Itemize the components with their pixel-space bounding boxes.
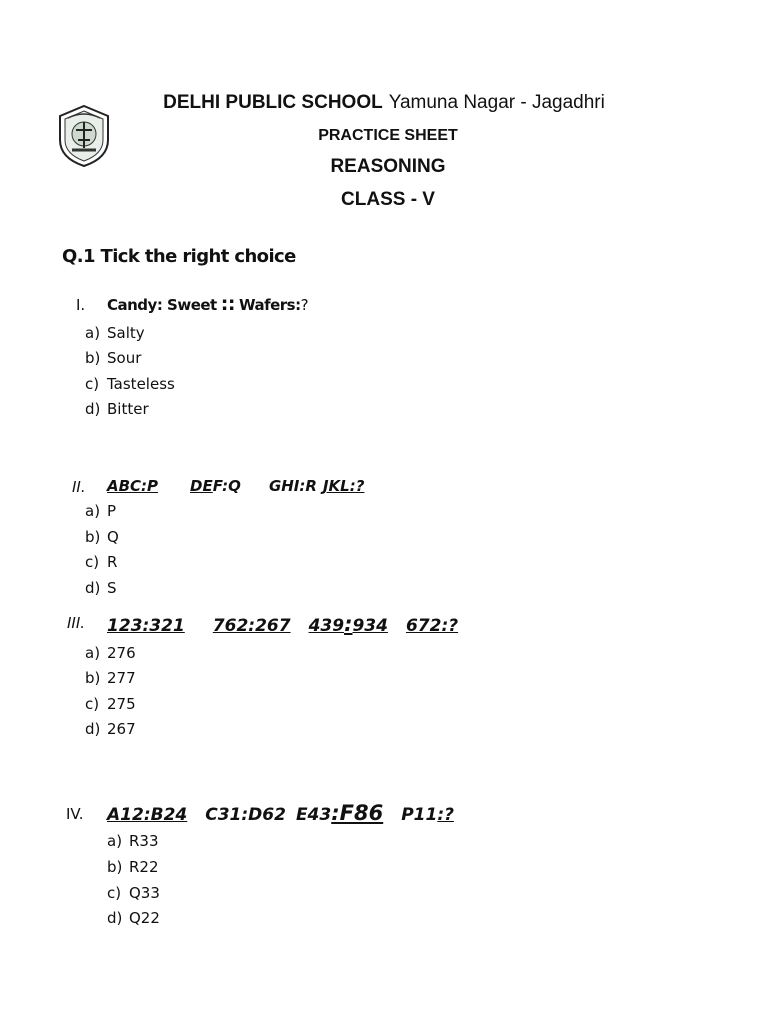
option[interactable] (85, 324, 145, 342)
question-number: III. (67, 614, 86, 632)
option-label: b) (85, 349, 101, 367)
option-label: b) (107, 858, 123, 876)
question-stem (107, 477, 364, 495)
stem-part: ABC:P (107, 477, 159, 495)
option-text: Q (107, 528, 119, 546)
option-label: a) (85, 502, 101, 520)
option-label: c) (85, 375, 100, 393)
option[interactable] (107, 832, 159, 850)
question-stem (107, 801, 454, 825)
option[interactable] (85, 502, 116, 520)
option[interactable] (85, 400, 149, 418)
option-text: 275 (107, 695, 136, 713)
option[interactable] (85, 695, 136, 713)
class-title: CLASS - V (341, 189, 435, 210)
stem-left: Candy: Sweet (107, 296, 217, 314)
stem-part: E43 (295, 805, 332, 825)
option-text: Sour (107, 349, 142, 367)
option[interactable] (85, 644, 136, 662)
stem-part: 934 (352, 616, 388, 636)
stem-part: 672:? (405, 616, 459, 636)
option-text: S (107, 579, 117, 597)
subject-title: REASONING (330, 156, 446, 177)
stem-part: 762:267 (212, 616, 291, 636)
stem-part: A12:B24 (107, 805, 188, 825)
option-text: Tasteless (107, 375, 175, 393)
question-stem (107, 612, 458, 636)
stem-part: :? (437, 805, 454, 825)
option-text: Salty (107, 324, 145, 342)
stem-part: 439 (308, 616, 345, 636)
option-label: c) (85, 695, 100, 713)
option-label: d) (85, 579, 101, 597)
question-number: I. (76, 296, 86, 314)
stem-part: : (344, 612, 353, 636)
section-heading: Q.1 Tick the right choice (62, 246, 296, 267)
option[interactable] (85, 669, 136, 687)
stem-part: :F86 (331, 801, 384, 825)
option-text: 267 (107, 720, 136, 738)
option-text: P (107, 502, 117, 520)
option-label: d) (107, 909, 123, 927)
stem-part: DE (190, 477, 213, 495)
option[interactable] (85, 349, 141, 367)
question-stem (107, 293, 308, 315)
stem-part: P11 (401, 805, 438, 825)
option-text: 276 (107, 644, 136, 662)
option[interactable] (107, 909, 160, 927)
school-header (0, 92, 768, 114)
option[interactable] (85, 528, 119, 546)
question-number: IV. (66, 805, 84, 823)
option-label: b) (85, 528, 101, 546)
option-text: Bitter (107, 400, 149, 418)
stem-tail: ? (300, 296, 309, 314)
option[interactable] (85, 579, 117, 597)
option-label: a) (107, 832, 123, 850)
sheet-title: PRACTICE SHEET (318, 127, 458, 144)
stem-separator: :: (220, 293, 235, 315)
option-label: c) (85, 553, 100, 571)
stem-part: JKL:? (322, 477, 365, 495)
option-text: 277 (107, 669, 136, 687)
option-label: d) (85, 720, 101, 738)
stem-part: 123:321 (107, 616, 185, 636)
question-number: II. (72, 478, 86, 496)
option[interactable] (107, 884, 160, 902)
option-label: b) (85, 669, 101, 687)
option-text: R22 (129, 858, 159, 876)
option-text: R33 (129, 832, 159, 850)
stem-right: Wafers: (238, 296, 301, 314)
option[interactable] (107, 858, 159, 876)
option-text: Q33 (129, 884, 160, 902)
stem-part: GHI:R (268, 477, 317, 495)
option-text: R (107, 553, 118, 571)
school-name: DELHI PUBLIC SCHOOL (163, 92, 383, 113)
stem-part: F:Q (212, 477, 241, 495)
option-label: d) (85, 400, 101, 418)
option[interactable] (85, 375, 175, 393)
school-location: Yamuna Nagar - Jagadhri (388, 92, 605, 113)
option-label: a) (85, 324, 101, 342)
stem-part: C31:D62 (205, 805, 286, 825)
option[interactable] (85, 720, 136, 738)
option-label: a) (85, 644, 101, 662)
option-text: Q22 (129, 909, 160, 927)
option-label: c) (107, 884, 122, 902)
option[interactable] (85, 553, 117, 571)
